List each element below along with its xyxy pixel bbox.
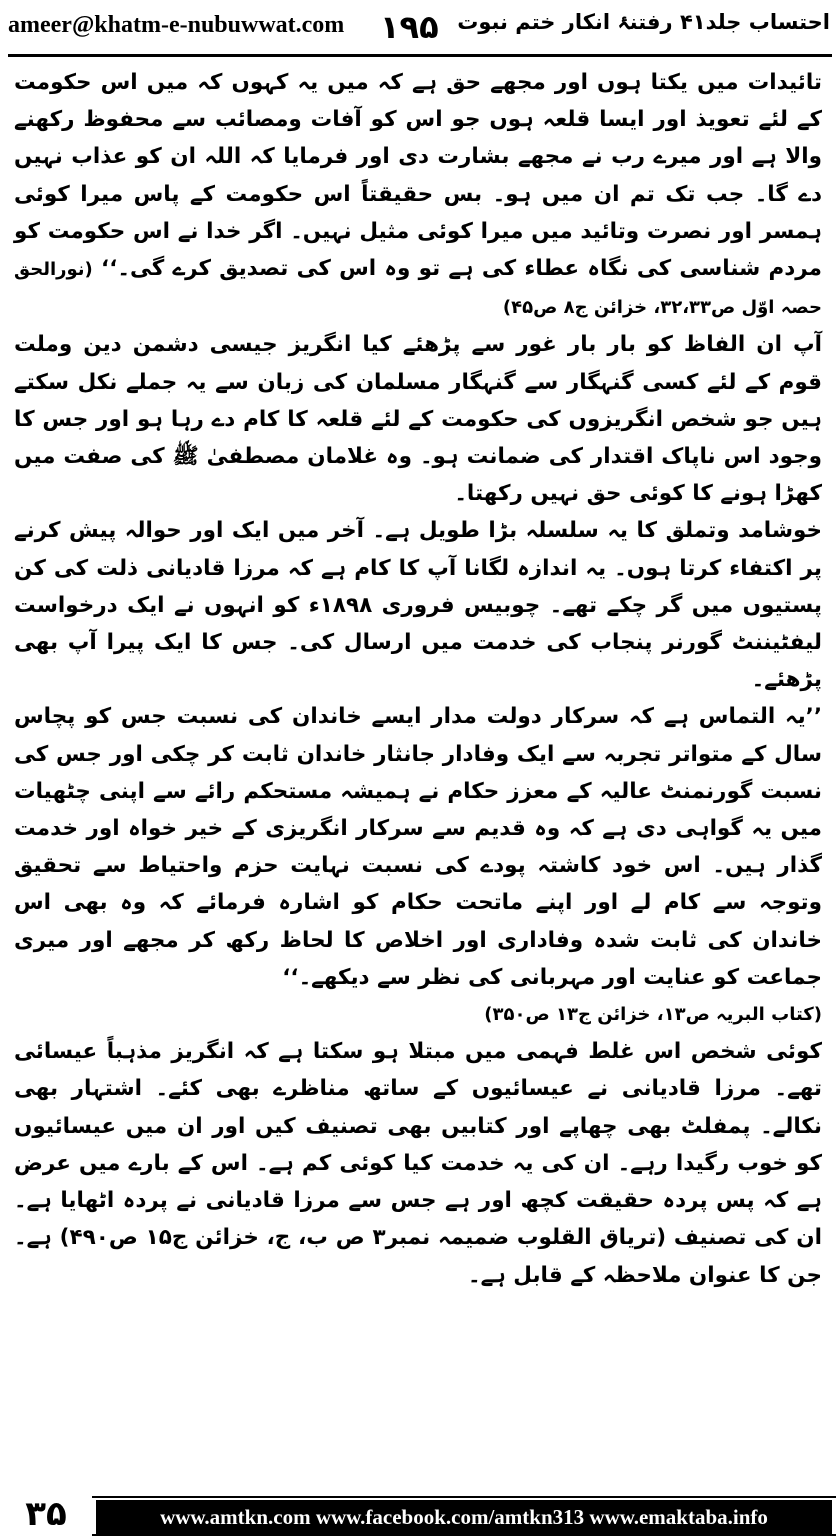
paragraph-1-reference: (نورالحق حصہ اوّل ص۳۲،۳۳، خزائن ج۸ ص۴۵) [14,259,822,319]
footer-links: www.amtkn.com www.facebook.com/amtkn313 www.emaktaba.info [96,1500,832,1534]
header-page-number: ۱۹۵ [380,8,439,46]
paragraph-2-text: آپ ان الفاظ کو بار بار غور سے پڑھئے کیا انگریز جیسی دشمن دین وملت قوم کے لئے کسی گنہگار سے گنہگار مسلمان کی زبان سے یہ جملے نکل سکتے ہیں جو شخص انگریزوں کی حکومت کے لئے قلعہ کا کام دے رہا ہو اور جس کا وجود اس ناپاک اقتدار کی ضمانت ہو۔ وہ غلامان مصطفیٰ ﷺ کی صفت میں کھڑا ہونے کا کوئی حق نہیں رکھتا۔ [14,332,822,507]
paragraph-6-text: کوئی شخص اس غلط فہمی میں مبتلا ہو سکتا ہے کہ انگریز مذہباً عیسائی تھے۔ مرزا قادیانی نے عیسائیوں کے ساتھ مناظرے بھی کئے۔ اشتہار بھی نکالے۔ پمفلٹ بھی چھاپے اور کتابیں بھی تصنیف کیں اور ان میں عیسائیوں کو خوب رگیدا رہے۔ ان کی یہ خدمت کیا کوئی کم ہے۔ اس کے بارے میں عرض ہے کہ پس پردہ حقیقت کچھ اور ہے جس سے مرزا قادیانی نے پردہ اٹھایا ہے۔ ان کی تصنیف (تریاق القلوب ضمیمہ نمبر۳ ص ب، ج، خزائن ج۱۵ ص۴۹۰) ہے۔ جن کا عنوان ملاحظہ کے قابل ہے۔ [14,1039,822,1288]
footer-page-number: ۳۵ [6,1496,86,1532]
paragraph-3 [14,512,822,698]
reference-kitab-al-bariyyah: (کتاب البریہ ص۱۳، خزائن ج۱۳ ص۳۵۰) [484,1004,822,1026]
page-footer [0,1496,840,1540]
paragraph-1-text: تائیدات میں یکتا ہوں اور مجھے حق ہے کہ میں یہ کہوں کہ میں اس حکومت کے لئے تعویذ اور ایسا قلعہ ہوں جو اس کو آفات ومصائب سے محفوظ رکھنے والا ہے اور میرے رب نے مجھے بشارت دی اور فرمایا کہ اللہ ان کو عذاب نہیں دے گا۔ جب تک تم ان میں ہو۔ بس حقیقتاً اس حکومت کے پاس میرا کوئی ہمسر اور نصرت وتائید میں میرا کوئی مثیل نہیں۔ اگر خدا نے اس حکومت کو مردم شناسی کی نگاہ عطاء کی ہے تو وہ اس کی تصدیق کرے گی۔‘‘ [14,70,822,282]
paragraph-2 [14,326,822,512]
paragraph-5-reference [14,996,822,1033]
paragraph-3-text: خوشامد وتملق کا یہ سلسلہ بڑا طویل ہے۔ آخر میں ایک اور حوالہ پیش کرنے پر اکتفاء کرتا ہوں۔ یہ اندازہ لگانا آپ کا کام ہے کہ مرزا قادیانی ذلت کی کن پستیوں میں گر چکے تھے۔ چوبیس فروری ۱۸۹۸ء کو انہوں نے ایک درخواست لیفٹیننٹ گورنر پنجاب کی خدمت میں ارسال کی۔ جس کا ایک پیرا آپ بھی پڑھئے۔ [14,518,822,693]
page-body [14,64,822,1294]
paragraph-4-quote [14,698,822,996]
header-email: ameer@khatm-e-nubuwwat.com [8,12,345,38]
header-rule [8,54,832,57]
page-header [0,0,840,56]
paragraph-6 [14,1033,822,1293]
header-title: احتساب جلد۴۱ رفتنۂ انکار ختم نبوت [457,10,830,34]
paragraph-1 [14,64,822,326]
paragraph-4-text: ’’یہ التماس ہے کہ سرکار دولت مدار ایسے خاندان کی نسبت جس کو پچاس سال کے متواتر تجربہ سے ایک وفادار جانثار خاندان ثابت کر چکی اور جس کی نسبت گورنمنٹ عالیہ کے معزز حکام نے ہمیشہ مستحکم رائے سے اپنی چٹھیات میں یہ گواہی دی ہے کہ وہ قدیم سے سرکار انگریزی کے خیر خواہ اور خدمت گذار ہیں۔ اس خود کاشتہ پودے کی نسبت نہایت حزم واحتیاط سے تحقیق وتوجہ سے کام لے اور اپنے ماتحت حکام کو اشارہ فرمائے کہ وہ بھی اس خاندان کی ثابت شدہ وفاداری اور اخلاص کا لحاظ رکھ کر مجھے اور میری جماعت کو عنایت اور مہربانی کی نظر سے دیکھے۔‘‘ [14,704,822,990]
